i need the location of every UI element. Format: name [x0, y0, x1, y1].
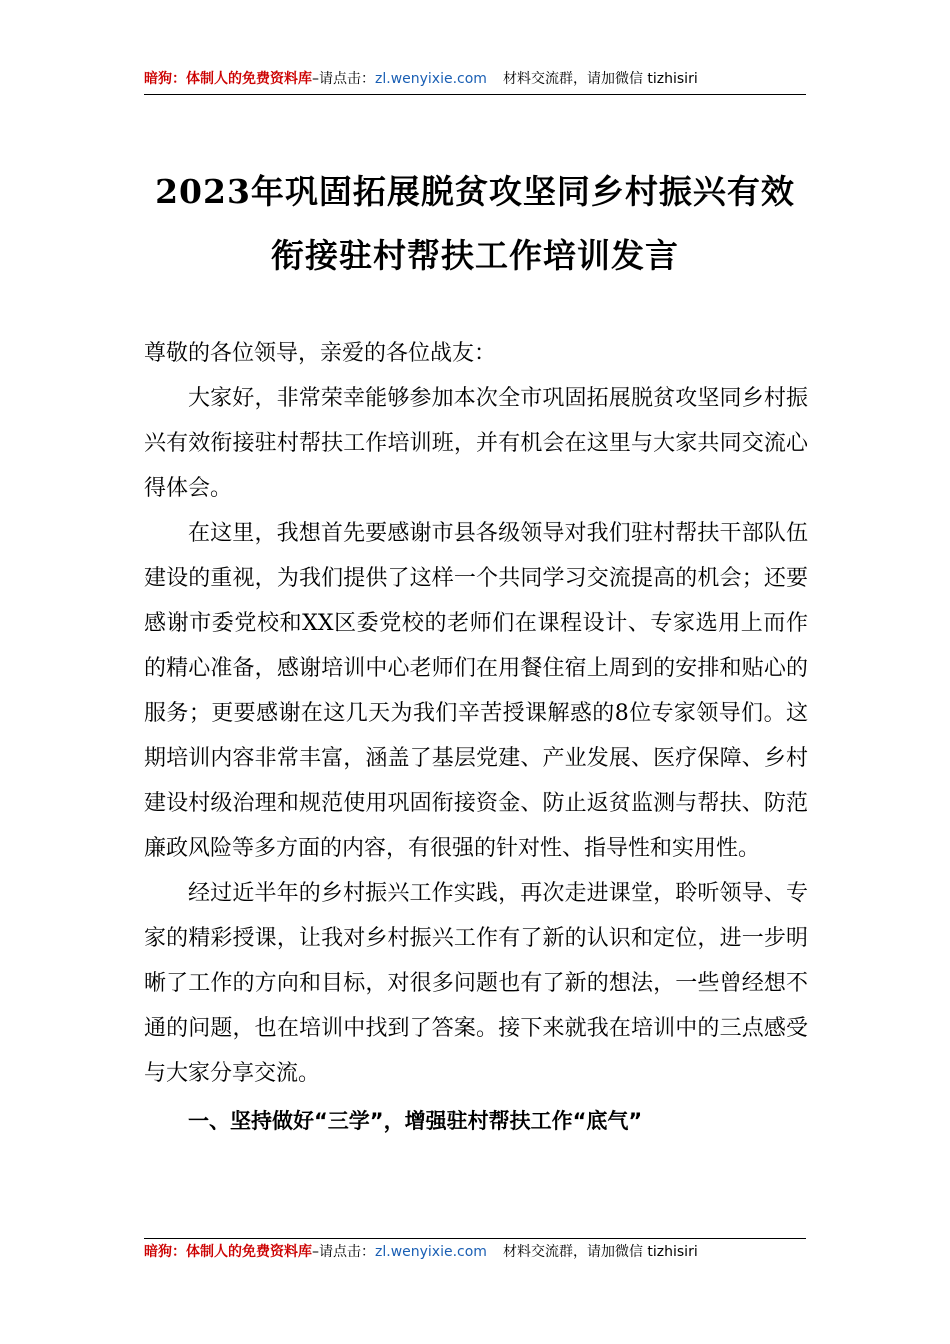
banner-link[interactable]: zl.wenyixie.com [375, 71, 487, 87]
footer-link[interactable]: zl.wenyixie.com [375, 1244, 487, 1260]
salutation: 尊敬的各位领导，亲爱的各位战友： [144, 341, 497, 366]
paragraph-3: 经过近半年的乡村振兴工作实践，再次走进课堂，聆听领导、专家的精彩授课，让我对乡村振兴工作有了新的认识和定位，进一步明晰了工作的方向和目标，对很多问题也有了新的想法，一些曾经想不通的问题，也在培训中找到了答案。接下来就我在培训中的三点感受与大家分享交流。 [144, 881, 808, 1086]
section-heading: 一、坚持做好“三学”，增强驻村帮扶工作“底气” [188, 1109, 643, 1133]
document-body [144, 331, 808, 1144]
footer-banner [144, 1238, 806, 1267]
banner-brand: 暗狗：体制人的免费资料库 [144, 71, 312, 87]
footer-contact: 材料交流群，请加微信 tizhisiri [502, 1244, 698, 1260]
paragraph-1: 大家好，非常荣幸能够参加本次全市巩固拓展脱贫攻坚同乡村振兴有效衔接驻村帮扶工作培训班，并有机会在这里与大家共同交流心得体会。 [144, 386, 808, 501]
footer-brand: 暗狗：体制人的免费资料库 [144, 1244, 312, 1260]
title-line-2: 衔接驻村帮扶工作培训发言 [271, 236, 679, 275]
banner-prompt: –请点击： [312, 71, 375, 87]
banner-contact: 材料交流群，请加微信 tizhisiri [502, 71, 698, 87]
header-banner [144, 68, 806, 95]
footer-prompt: –请点击： [312, 1244, 375, 1260]
document-title [120, 160, 830, 288]
paragraph-2: 在这里，我想首先要感谢市县各级领导对我们驻村帮扶干部队伍建设的重视，为我们提供了这样一个共同学习交流提高的机会；还要感谢市委党校和XX区委党校的老师们在课程设计、专家选用上而作的精心准备，感谢培训中心老师们在用餐住宿上周到的安排和贴心的服务；更要感谢在这几天为我们辛苦授课解惑的8位专家领导们。这期培训内容非常丰富，涵盖了基层党建、产业发展、医疗保障、乡村建设村级治理和规范使用巩固衔接资金、防止返贫监测与帮扶、防范廉政风险等多方面的内容，有很强的针对性、指导性和实用性。 [144, 521, 808, 861]
title-line-1: 2023年巩固拓展脱贫攻坚同乡村振兴有效 [155, 172, 795, 211]
